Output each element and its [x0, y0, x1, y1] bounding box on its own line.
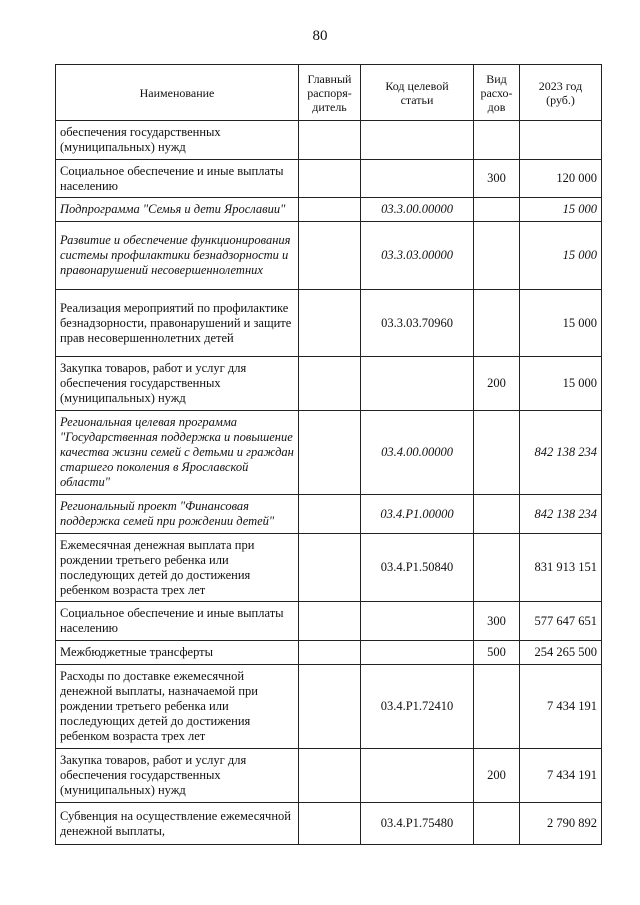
row-amount: 842 138 234 [520, 495, 602, 534]
row-name: Закупка товаров, работ и услуг для обеспечения государственных (муниципальных) нужд [56, 749, 299, 803]
table-row [56, 121, 602, 160]
row-name: Реализация мероприятий по профилактике безнадзорности, правонарушений и защите прав несовершеннолетних детей [56, 290, 299, 357]
row-amount: 15 000 [520, 222, 602, 290]
row-type [474, 222, 520, 290]
header-name: Наименование [56, 65, 299, 121]
row-amount: 577 647 651 [520, 602, 602, 641]
row-manager [299, 495, 361, 534]
row-type [474, 121, 520, 160]
budget-table [55, 64, 602, 845]
row-name: Расходы по доставке ежемесячной денежной выплаты, назначаемой при рождении третьего ребенка или последующих детей до достижения ребенком возраста трех лет [56, 665, 299, 749]
row-code [361, 749, 474, 803]
row-code: 03.3.00.00000 [361, 198, 474, 222]
row-manager [299, 803, 361, 845]
row-manager [299, 602, 361, 641]
row-type: 300 [474, 602, 520, 641]
row-amount: 7 434 191 [520, 665, 602, 749]
row-type [474, 290, 520, 357]
header-code: Код целевой статьи [361, 65, 474, 121]
row-code: 03.4.P1.72410 [361, 665, 474, 749]
row-name: Закупка товаров, работ и услуг для обеспечения государственных (муниципальных) нужд [56, 357, 299, 411]
row-type [474, 495, 520, 534]
row-type [474, 534, 520, 602]
table-row [56, 160, 602, 198]
table-row [56, 534, 602, 602]
table-row [56, 222, 602, 290]
row-type: 200 [474, 357, 520, 411]
row-type [474, 411, 520, 495]
table-row [56, 357, 602, 411]
row-amount: 15 000 [520, 198, 602, 222]
row-code [361, 357, 474, 411]
row-manager [299, 411, 361, 495]
row-code [361, 602, 474, 641]
table-row [56, 411, 602, 495]
row-manager [299, 290, 361, 357]
row-code [361, 641, 474, 665]
table-row [56, 641, 602, 665]
row-name: Региональная целевая программа "Государственная поддержка и повышение качества жизни семей с детьми и граждан старшего поколения в Ярославской области" [56, 411, 299, 495]
table-row [56, 198, 602, 222]
row-manager [299, 749, 361, 803]
row-type: 300 [474, 160, 520, 198]
row-amount: 254 265 500 [520, 641, 602, 665]
row-code: 03.4.P1.50840 [361, 534, 474, 602]
row-name: Социальное обеспечение и иные выплаты населению [56, 602, 299, 641]
row-code: 03.4.P1.75480 [361, 803, 474, 845]
row-type: 200 [474, 749, 520, 803]
page-number: 80 [312, 28, 328, 44]
row-name: Субвенция на осуществление ежемесячной денежной выплаты, [56, 803, 299, 845]
table-row [56, 602, 602, 641]
header-amount: 2023 год (руб.) [520, 65, 602, 121]
row-amount: 120 000 [520, 160, 602, 198]
row-code: 03.3.03.70960 [361, 290, 474, 357]
table-row [56, 290, 602, 357]
row-amount: 831 913 151 [520, 534, 602, 602]
row-type: 500 [474, 641, 520, 665]
row-code [361, 160, 474, 198]
table-row [56, 665, 602, 749]
row-name: Развитие и обеспечение функционирования системы профилактики безнадзорности и правонарушений несовершеннолетних [56, 222, 299, 290]
row-name: Подпрограмма "Семья и дети Ярославии" [56, 198, 299, 222]
row-manager [299, 357, 361, 411]
table-header-row [56, 65, 602, 121]
row-code: 03.3.03.00000 [361, 222, 474, 290]
row-amount: 7 434 191 [520, 749, 602, 803]
header-manager: Главный распоря-дитель [299, 65, 361, 121]
row-amount [520, 121, 602, 160]
row-name: Региональный проект "Финансовая поддержка семей при рождении детей" [56, 495, 299, 534]
row-manager [299, 222, 361, 290]
row-manager [299, 198, 361, 222]
row-code: 03.4.P1.00000 [361, 495, 474, 534]
row-manager [299, 160, 361, 198]
row-type [474, 665, 520, 749]
row-amount: 2 790 892 [520, 803, 602, 845]
table-row [56, 749, 602, 803]
row-name: Социальное обеспечение и иные выплаты населению [56, 160, 299, 198]
row-name: Ежемесячная денежная выплата при рождении третьего ребенка или последующих детей до достижения ребенком возраста трех лет [56, 534, 299, 602]
row-manager [299, 534, 361, 602]
row-manager [299, 641, 361, 665]
row-name: обеспечения государственных (муниципальных) нужд [56, 121, 299, 160]
row-amount: 15 000 [520, 357, 602, 411]
row-name: Межбюджетные трансферты [56, 641, 299, 665]
row-manager [299, 665, 361, 749]
row-type [474, 198, 520, 222]
row-manager [299, 121, 361, 160]
row-amount: 15 000 [520, 290, 602, 357]
row-type [474, 803, 520, 845]
row-code [361, 121, 474, 160]
table-row [56, 495, 602, 534]
row-code: 03.4.00.00000 [361, 411, 474, 495]
row-amount: 842 138 234 [520, 411, 602, 495]
table-row [56, 803, 602, 845]
header-type: Вид расхо-дов [474, 65, 520, 121]
